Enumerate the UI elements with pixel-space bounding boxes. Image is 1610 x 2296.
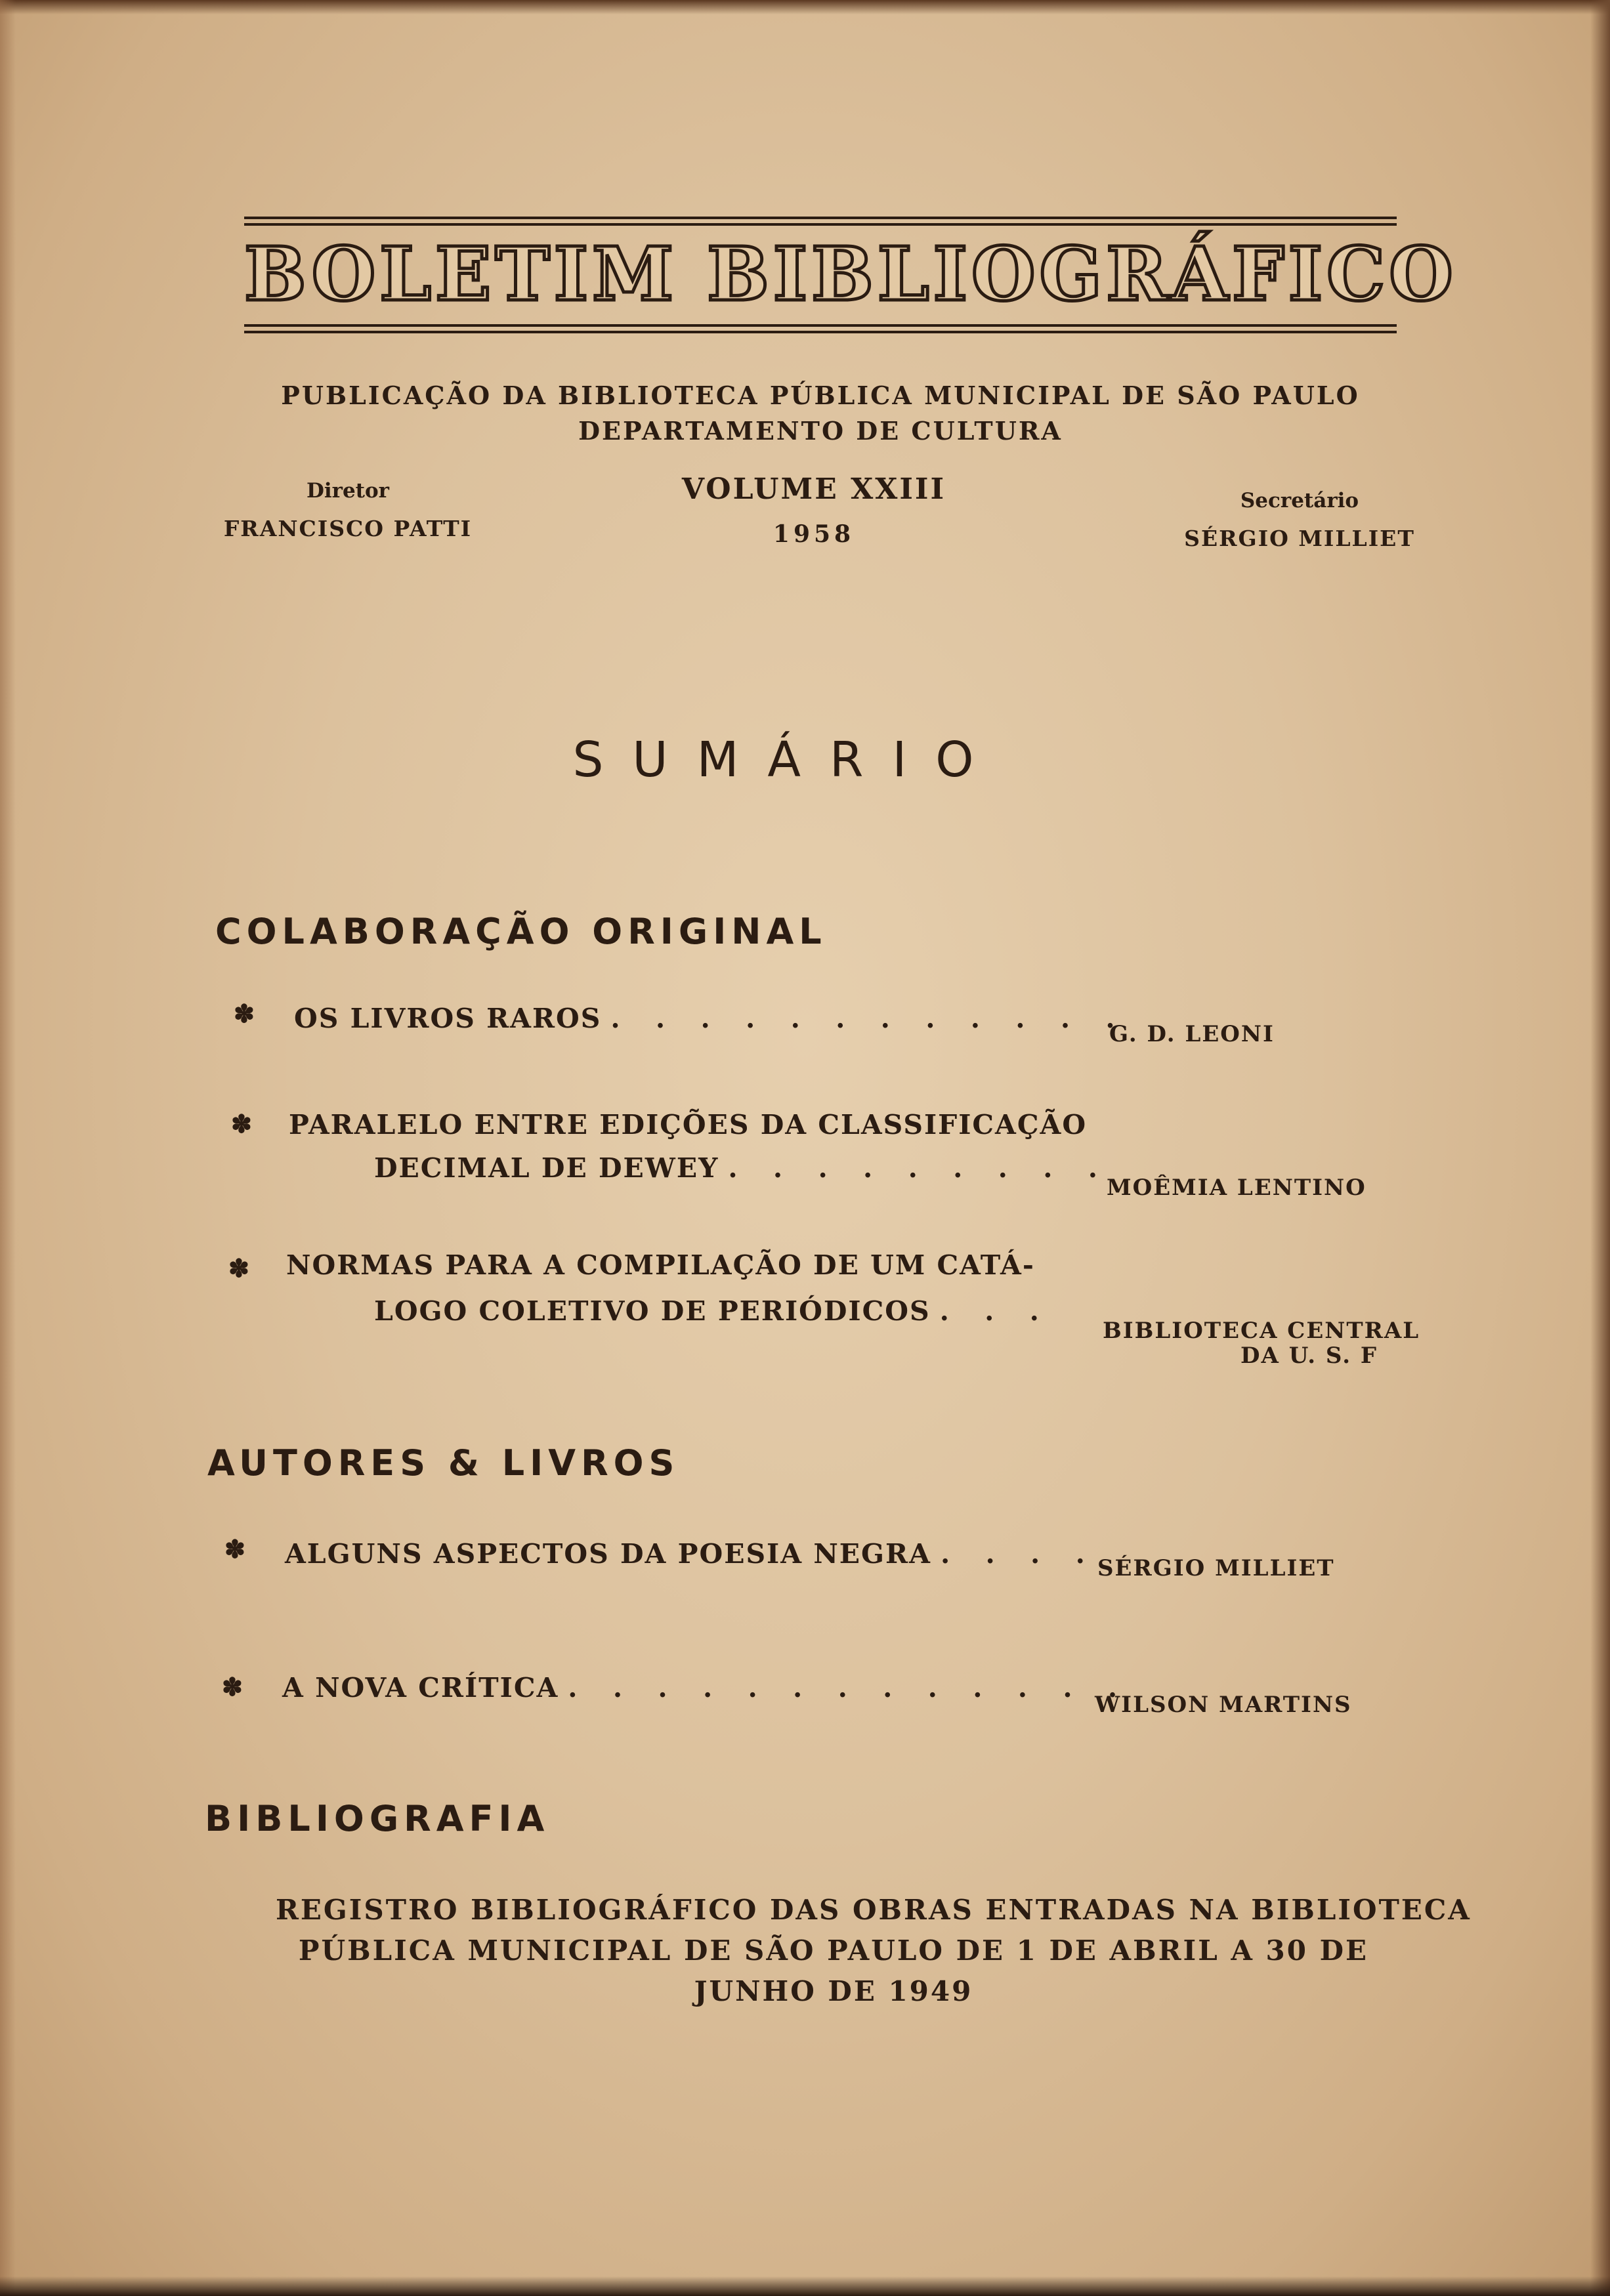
masthead-title: BOLETIM BIBLIOGRÁFICO [244,232,1457,318]
leader-dots: . . . . [940,1538,1098,1570]
masthead-rule-top [244,217,1397,226]
publisher-line: PUBLICAÇÃO DA BIBLIOTECA PÚBLICA MUNICIPAL DE SÃO PAULO [281,381,1360,410]
volume-year: 1958 [773,520,855,548]
contents-title: SUMÁRIO [572,732,1003,788]
registro-paragraph [276,1890,1472,2012]
registro-line: PÚBLICA MUNICIPAL DE SÃO PAULO DE 1 DE ABRIL A 30 DE [298,1934,1369,1967]
registro-line: REGISTRO BIBLIOGRÁFICO DAS OBRAS ENTRADAS NA BIBLIOTECA [276,1894,1472,1926]
toc-entry-line1: PARALELO ENTRE EDIÇÕES DA CLASSIFICAÇÃO [289,1109,1088,1140]
toc-entry [285,1538,1098,1570]
leader-dots: . . . . . . . . . . . . . [568,1672,1131,1703]
volume-block [630,472,998,548]
secretary-block [1181,489,1418,551]
secretary-role: Secretário [1240,489,1359,512]
masthead [244,217,1457,333]
secretary-name: SÉRGIO MILLIET [1184,526,1415,551]
bullet-icon: ✽ [228,1253,249,1283]
toc-entry-line2 [374,1295,1052,1327]
toc-entry-line2 [374,1152,1111,1184]
entry-author: G. D. LEONI [1109,1021,1275,1047]
page-shadow-bottom [0,2276,1610,2296]
page-shadow-right [1590,0,1610,2296]
bullet-icon: ✽ [224,1534,245,1564]
director-role: Diretor [306,479,390,503]
entry-title: OS LIVROS RAROS [294,1003,602,1034]
section-heading-bibliografia: BIBLIOGRAFIA [205,1798,550,1839]
masthead-rule-bottom [244,324,1397,333]
volume-label: VOLUME XXIII [681,472,946,506]
bullet-icon: ✽ [222,1672,243,1701]
toc-entry-line1: NORMAS PARA A COMPILAÇÃO DE UM CATÁ- [286,1249,1035,1281]
leader-dots: . . . . . . . . . [728,1152,1111,1184]
entry-title: LOGO COLETIVO DE PERIÓDICOS [374,1295,931,1327]
entry-author: MOÊMIA LENTINO [1107,1175,1366,1201]
page-shadow-top [0,0,1610,14]
toc-entry [282,1672,1130,1703]
page-shadow-left [0,0,16,2296]
director-block [223,479,473,541]
leader-dots: . . . . . . . . . . . . [610,1003,1128,1034]
entry-title: DECIMAL DE DEWEY [374,1152,719,1184]
toc-entry [294,1003,1128,1034]
entry-author: WILSON MARTINS [1095,1692,1352,1718]
entry-author: SÉRGIO MILLIET [1097,1555,1335,1581]
registro-line: JUNHO DE 1949 [694,1975,973,2007]
department-line: DEPARTAMENTO DE CULTURA [578,416,1063,446]
entry-title: ALGUNS ASPECTOS DA POESIA NEGRA [285,1538,931,1570]
bullet-icon: ✽ [234,999,255,1028]
section-heading-colaboracao: COLABORAÇÃO ORIGINAL [215,911,827,952]
entry-title: A NOVA CRÍTICA [282,1672,559,1703]
leader-dots: . . . [939,1295,1052,1327]
bullet-icon: ✽ [231,1109,252,1138]
entry-author-line2: DA U. S. F [1240,1343,1378,1369]
entry-author: BIBLIOTECA CENTRAL [1103,1318,1420,1344]
section-heading-autores: AUTORES & LIVROS [207,1442,680,1484]
director-name: FRANCISCO PATTI [223,516,473,541]
